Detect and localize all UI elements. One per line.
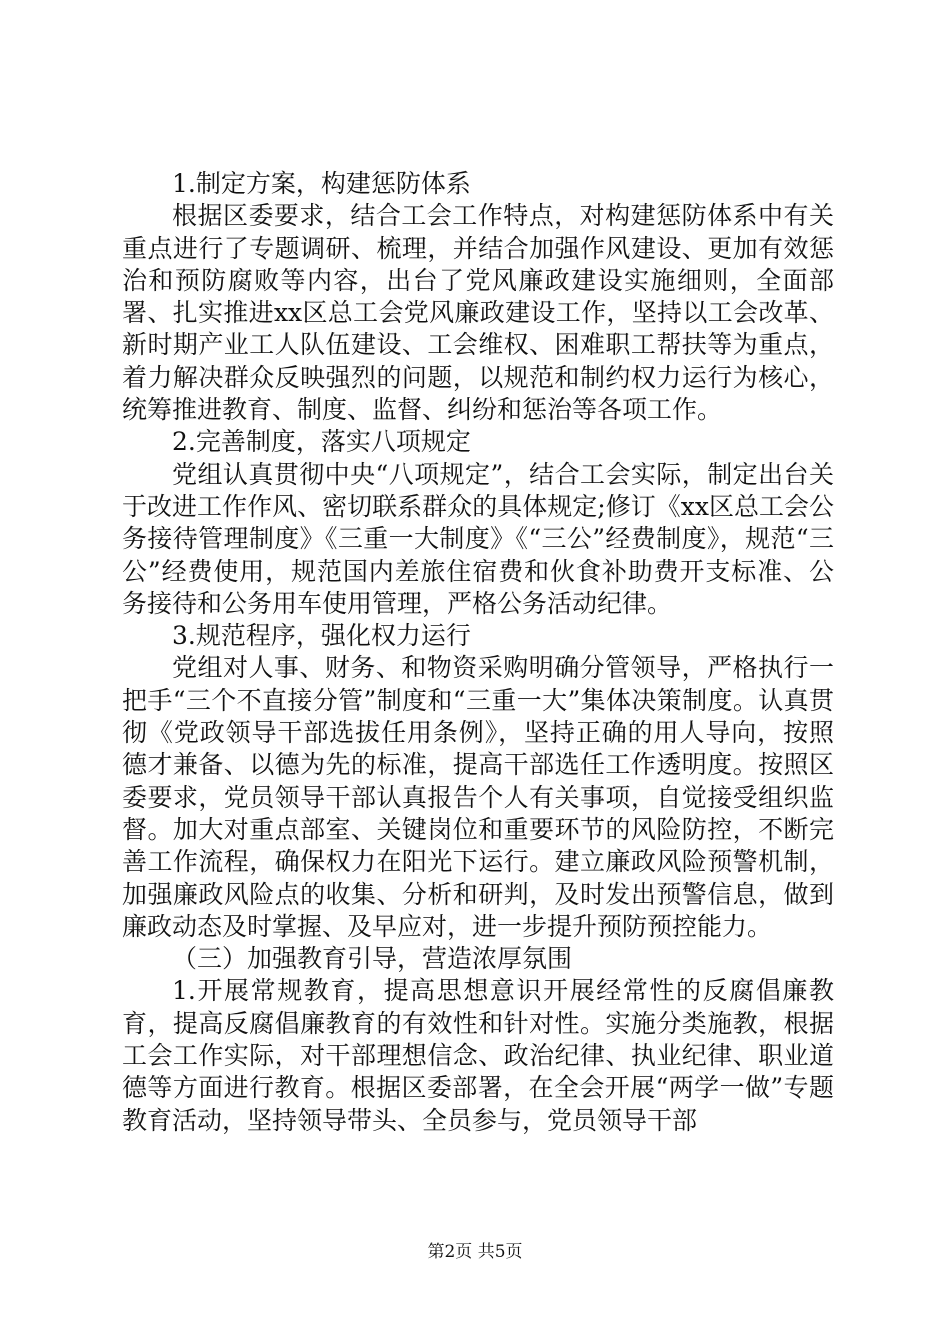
page-number-footer: 第2页 共5页: [427, 1242, 523, 1262]
section-heading-3: 3.规范程序，强化权力运行: [172, 621, 471, 651]
document-body: [122, 168, 834, 1137]
paragraph-4: 1.开展常规教育，提高思想意识开展经常性的反腐倡廉教育，提高反腐倡廉教育的有效性和针对性。实施分类施教，根据工会工作实际，对干部理想信念、政治纪律、执业纪律、职业道德等方面进行教育。根据区委部署，在全会开展“两学一做”专题教育活动，坚持领导带头、全员参与，党员领导干部: [122, 976, 834, 1135]
paragraph-2: 党组认真贯彻中央“八项规定”，结合工会实际，制定出台关于改进工作作风、密切联系群众的具体规定;修订《xx区总工会公务接待管理制度》《三重一大制度》《“三公”经费制度》，规范“三公”经费使用，规范国内差旅住宿费和伙食补助费开支标准、公务接待和公务用车使用管理，严格公务活动纪律。: [122, 459, 834, 618]
section-heading-4: （三）加强教育引导，营造浓厚氛围: [172, 944, 573, 974]
section-heading-1: 1.制定方案，构建惩防体系: [172, 169, 471, 198]
section-heading-2: 2.完善制度，落实八项规定: [172, 427, 471, 457]
paragraph-3: 党组对人事、财务、和物资采购明确分管领导，严格执行一把手“三个不直接分管”制度和“三重一大”集体决策制度。认真贯彻《党政领导干部选拔任用条例》，坚持正确的用人导向，按照德才兼备、以德为先的标准，提高干部选任工作透明度。按照区委要求，党员领导干部认真报告个人有关事项，自觉接受组织监督。加大对重点部室、关键岗位和重要环节的风险防控，不断完善工作流程，确保权力在阳光下运行。建立廉政风险预警机制，加强廉政风险点的收集、分析和研判，及时发出预警信息，做到廉政动态及时掌握、及早应对，进一步提升预防预控能力。: [122, 653, 834, 941]
paragraph-1: 根据区委要求，结合工会工作特点，对构建惩防体系中有关重点进行了专题调研、梳理，并结合加强作风建设、更加有效惩治和预防腐败等内容，出台了党风廉政建设实施细则，全面部署、扎实推进xx区总工会党风廉政建设工作，坚持以工会改革、新时期产业工人队伍建设、工会维权、困难职工帮扶等为重点，着力解决群众反映强烈的问题，以规范和制约权力运行为核心，统筹推进教育、制度、监督、纠纷和惩治等各项工作。: [122, 201, 834, 425]
